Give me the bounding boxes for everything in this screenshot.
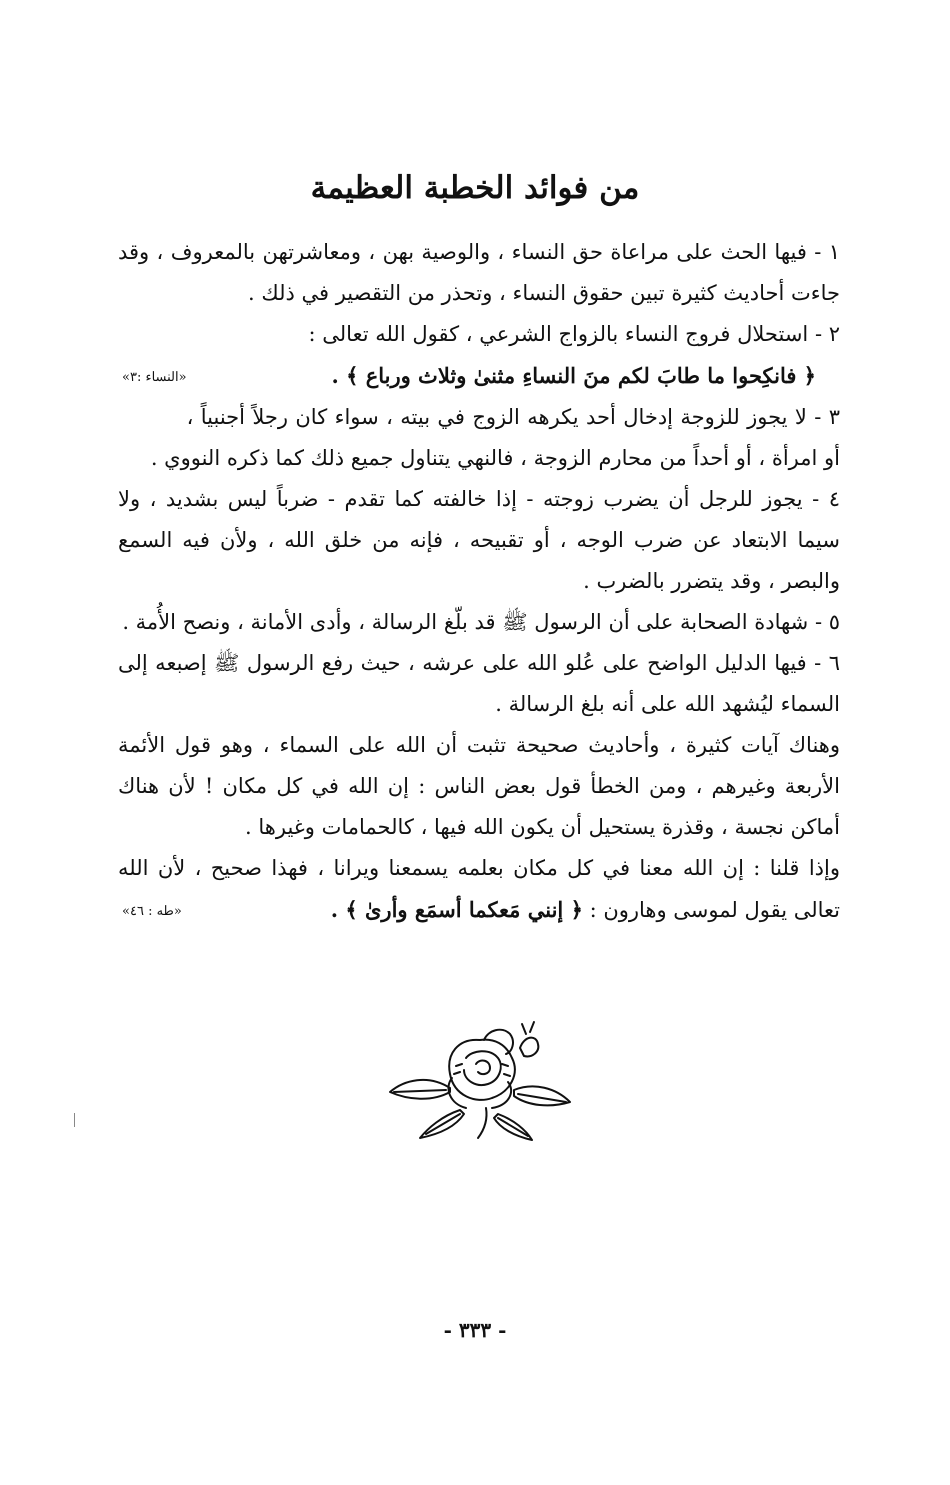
list-item [118,397,840,479]
commentary-paragraph [118,848,840,931]
paragraph-text: وإذا قلنا : إن الله معنا في كل مكان بعلمه يسمعنا ويرانا ، فهذا صحيح ، لأن الله تعالى يقول لموسى وهارون : [118,856,840,922]
item-number: ٥ - [814,610,840,634]
list-item [118,314,840,355]
item-text: يجوز للرجل أن يضرب زوجته - إذا خالفته كما تقدم - ضرباً ليس بشديد ، ولا سيما الابتعاد عن ضرب الوجه ، أو تقبيحه ، فإنه من خلق الله ، ولأن فيه السمع والبصر ، وقد يتضرر بالضرب . [118,487,840,593]
list-item [118,232,840,314]
edge-mark [74,1113,75,1127]
item-text: لا يجوز للزوجة إدخال أحد يكرهه الزوج في بيته ، سواء كان رجلاً أجنبياً ، أو امرأة ، أو أحداً من محارم الزوجة ، فالنهي يتناول جميع ذلك كما ذكره النووي . [150,405,840,470]
paragraph-text: وهناك آيات كثيرة ، وأحاديث صحيحة تثبت أن الله على السماء ، وهو قول الأئمة الأربعة وغيرهم ، ومن الخطأ قول بعض الناس : إن الله في كل مكان ! لأن هناك أماكن نجسة ، وقذرة يستحيل أن يكون الله فيها ، كالحمامات وغيرها . [118,733,840,839]
item-text: شهادة الصحابة على أن الرسول ﷺ قد بلّغ الرسالة ، وأدى الأمانة ، ونصح الأُمة . [122,610,809,634]
quran-verse [118,355,840,397]
verse-reference: «النساء :٣» [122,370,187,385]
list-item [118,602,840,643]
item-number: ١ - [814,240,840,264]
rose-icon [380,1018,580,1143]
commentary-paragraph [118,725,840,848]
list-item [118,479,840,602]
verse-text: ﴿ إنني مَعكما أسمَع وأرىٰ ﴾ . [330,897,583,922]
verse-text: ﴿ فانكِحوا ما طابَ لكم منَ النساءِ مثنىٰ وثلاث ورباع ﴾ . [331,363,816,388]
item-number: ٢ - [814,322,840,346]
item-text: استحلال فروج النساء بالزواج الشرعي ، كقول الله تعالى : [308,322,809,346]
list-item [118,643,840,725]
item-number: ٦ - [814,651,840,675]
body-text [118,232,840,932]
page-number: - ٣٣٣ - [443,1318,507,1342]
item-text: فيها الحث على مراعاة حق النساء ، والوصية بهن ، ومعاشرتهن بالمعروف ، وقد جاءت أحاديث كثيرة تبين حقوق النساء ، وتحذر من التقصير في ذلك . [118,240,840,305]
item-text: فيها الدليل الواضح على عُلو الله على عرشه ، حيث رفع الرسول ﷺ إصبعه إلى السماء ليُشهد الله على أنه بلغ الرسالة . [118,651,840,716]
page-title: من فوائد الخطبة العظيمة [310,170,640,206]
item-number: ٤ - [812,487,840,511]
verse-reference: «طه : ٤٦» [122,904,182,919]
item-number: ٣ - [814,405,840,429]
